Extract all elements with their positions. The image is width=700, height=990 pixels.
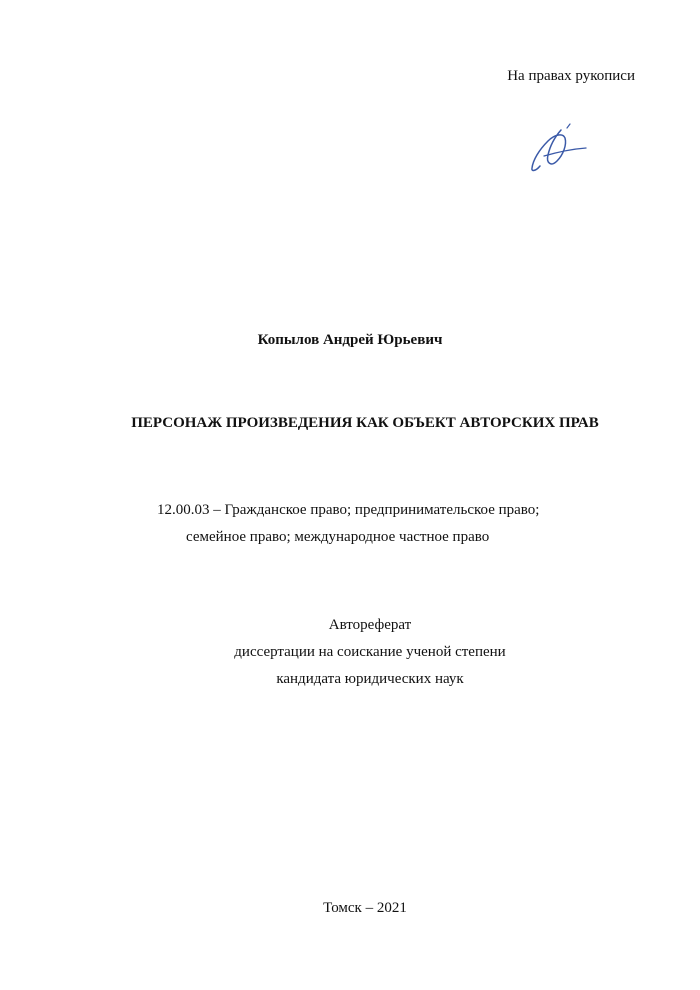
specialty-code-line-2: семейное право; международное частное право bbox=[186, 529, 490, 545]
degree-purpose: диссертации на соискание ученой степени bbox=[234, 644, 506, 660]
city-year: Томск – 2021 bbox=[323, 900, 407, 916]
degree-name: кандидата юридических наук bbox=[276, 671, 464, 687]
specialty-code-line-1: 12.00.03 – Гражданское право; предпринимательское право; bbox=[157, 502, 540, 518]
abstract-block bbox=[0, 612, 700, 693]
abstract-label: Автореферат bbox=[328, 617, 412, 633]
handwritten-signature-icon bbox=[520, 122, 600, 174]
author-name: Копылов Андрей Юрьевич bbox=[257, 332, 443, 348]
manuscript-rights-note: На правах рукописи bbox=[507, 68, 635, 84]
dissertation-title: ПЕРСОНАЖ ПРОИЗВЕДЕНИЯ КАК ОБЪЕКТ АВТОРСКИХ ПРАВ bbox=[131, 415, 599, 431]
